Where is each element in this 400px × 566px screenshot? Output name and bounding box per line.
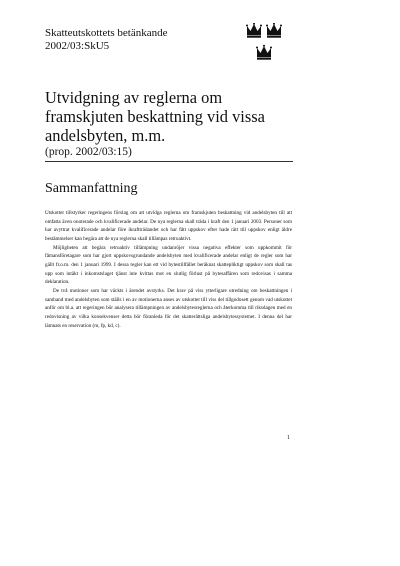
summary-paragraph: Utskottet tillstyrker regeringens förslag om att utvidga reglerna om framskjuten beskattning vid andelsbyten till att omfatta även onoterade och kvalificerade andelar. De nya reglerna skall träda i kraft den 1 januari 2003. Personer som har avyttrat kvalificerade andelar före ikraftträdandet och har fått uppskov efter hade rätt till uppskov enligt äldre bestämmelser kan begära att de nya reglerna skall tillämpas retroaktivt. [45, 210, 292, 242]
title-line: andelsbyten, m.m. [45, 126, 166, 145]
summary-body [45, 209, 292, 330]
committee-name: Skatteutskottets betänkande [45, 27, 168, 39]
title-line: Utvidgning av reglerna om [45, 88, 223, 107]
page-number: 1 [287, 435, 290, 441]
three-crowns-icon [246, 23, 282, 65]
title-line: framskjuten beskattning vid vissa [45, 107, 265, 126]
report-number: 2002/03:SkU5 [45, 40, 110, 52]
summary-paragraph: De två motioner som har väckts i ärendet avstyrks. Det krav på viss ytterligare utredning om beskattningen i samband med andelsbyten som ställs i en av motionerna anses av utskottet till viss del tillgodosett genom vad utskottet anför om bl.a. att regeringen bör analysera tillämpningen av andelsbytesreglerna och återkomma till riksdagen med en redovisning av vilka konsekvenser detta bör föranleda för det skatterättsliga andelsbytessystemet. I denna del har lämnats en reservation (m, fp, kd, c). [45, 287, 292, 329]
summary-paragraph: Möjligheten att begära retroaktiv tillämpning undanröjer vissa negativa effekter som uppkommit för fåmansföretagare som har gjort uppskovsgrundande andelsbyten med kvalificerade andelar enligt de regler som har gällt fr.o.m. den 1 januari 1999. I dessa regler kan ett vid bytestillfället beräknat skattepliktigt uppskov som skall tas upp som intäkt i inkomstslaget tjänst inte kvittas mot en slutlig förlust på bytesaffären som redovisas i samma deklaration. [45, 244, 292, 286]
report-title [45, 88, 295, 145]
proposition-reference: (prop. 2002/03:15) [45, 146, 132, 158]
title-divider [45, 161, 293, 162]
committee-header [45, 27, 168, 53]
summary-heading: Sammanfattning [45, 181, 138, 196]
